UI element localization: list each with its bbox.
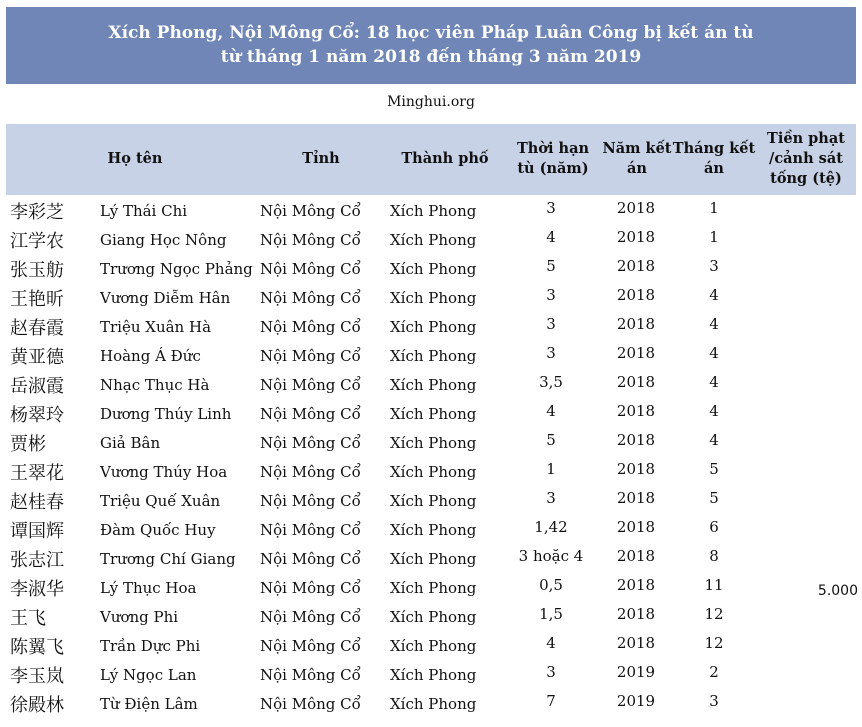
month-cell: 4 <box>709 373 719 391</box>
name-cell: Đàm Quốc Huy <box>100 521 216 539</box>
year-cell: 2018 <box>616 518 656 536</box>
year-cell: 2019 <box>616 663 656 681</box>
year-cell: 2018 <box>616 228 656 246</box>
header-province: Tỉnh <box>302 150 340 167</box>
chinese-name: 王翠花 <box>10 463 64 484</box>
province-cell: Nội Mông Cổ <box>260 405 361 423</box>
month-cell: 4 <box>709 344 719 362</box>
header-year <box>596 139 678 179</box>
term-cell: 3 hoặc 4 <box>518 547 584 565</box>
table-row <box>6 226 856 255</box>
month-cell: 3 <box>709 257 719 275</box>
term-cell: 3,5 <box>539 373 563 391</box>
year-cell: 2018 <box>616 402 656 420</box>
chinese-name: 王艳昕 <box>10 289 64 310</box>
city-cell: Xích Phong <box>390 318 477 336</box>
year-cell: 2018 <box>616 286 656 304</box>
header-year-line-1: Năm kết <box>602 140 672 157</box>
name-cell: Hoàng Á Đức <box>100 347 201 365</box>
city-cell: Xích Phong <box>390 492 477 510</box>
term-cell: 3 <box>546 489 556 507</box>
table-row <box>6 690 856 719</box>
chinese-name: 陈翼飞 <box>10 637 64 658</box>
name-cell: Triệu Xuân Hà <box>100 318 212 336</box>
province-cell: Nội Mông Cổ <box>260 434 361 452</box>
city-cell: Xích Phong <box>390 289 477 307</box>
province-cell: Nội Mông Cổ <box>260 608 361 626</box>
name-cell: Từ Điện Lâm <box>100 695 198 713</box>
chinese-name: 贾彬 <box>10 434 46 455</box>
table-row <box>6 574 856 603</box>
source-label: Minghui.org <box>387 94 475 110</box>
table-row <box>6 400 856 429</box>
year-cell: 2019 <box>616 692 656 710</box>
name-cell: Nhạc Thục Hà <box>100 376 210 394</box>
chinese-name: 江学农 <box>10 231 64 252</box>
table-row <box>6 458 856 487</box>
header-fine-line-2: /cảnh sát <box>769 150 843 167</box>
header-city: Thành phố <box>401 150 489 167</box>
month-cell: 1 <box>709 228 719 246</box>
chinese-name: 黄亚德 <box>10 347 64 368</box>
province-cell: Nội Mông Cổ <box>260 666 361 684</box>
term-cell: 3 <box>546 663 556 681</box>
term-cell: 5 <box>546 257 556 275</box>
chinese-name: 李淑华 <box>10 579 64 600</box>
chinese-name: 杨翠玲 <box>10 405 64 426</box>
term-cell: 5 <box>546 431 556 449</box>
year-cell: 2018 <box>616 199 656 217</box>
table-row <box>6 342 856 371</box>
year-cell: 2018 <box>616 489 656 507</box>
city-cell: Xích Phong <box>390 550 477 568</box>
name-cell: Triệu Quế Xuân <box>100 492 221 510</box>
table-row <box>6 545 856 574</box>
table-row <box>6 371 856 400</box>
year-cell: 2018 <box>616 547 656 565</box>
term-cell: 4 <box>546 634 556 652</box>
table-row <box>6 632 856 661</box>
year-cell: 2018 <box>616 315 656 333</box>
header-name: Họ tên <box>107 150 163 167</box>
title-line-1: Xích Phong, Nội Mông Cổ: 18 học viên Pháp Luân Công bị kết án tù <box>108 23 754 43</box>
name-cell: Giả Bân <box>100 434 161 452</box>
chinese-name: 李玉岚 <box>10 666 64 687</box>
province-cell: Nội Mông Cổ <box>260 231 361 249</box>
table-row <box>6 197 856 226</box>
city-cell: Xích Phong <box>390 231 477 249</box>
month-cell: 1 <box>709 199 719 217</box>
header-month-line-1: Tháng kết <box>672 140 756 157</box>
month-cell: 4 <box>709 431 719 449</box>
chinese-name: 赵桂春 <box>10 492 64 513</box>
header-fine-line-1: Tiền phạt <box>767 130 845 147</box>
name-cell: Trương Chí Giang <box>100 550 236 568</box>
term-cell: 3 <box>546 286 556 304</box>
table-row <box>6 255 856 284</box>
city-cell: Xích Phong <box>390 202 477 220</box>
header-term <box>506 139 600 179</box>
month-cell: 4 <box>709 402 719 420</box>
header-month-line-2: án <box>704 160 724 177</box>
term-cell: 4 <box>546 228 556 246</box>
chinese-name: 岳淑霞 <box>10 376 64 397</box>
name-cell: Trương Ngọc Phảng <box>100 260 253 278</box>
table-row <box>6 284 856 313</box>
name-cell: Vương Thúy Hoa <box>100 463 228 481</box>
province-cell: Nội Mông Cổ <box>260 376 361 394</box>
table-row <box>6 603 856 632</box>
header-fine <box>760 129 852 189</box>
month-cell: 12 <box>704 605 724 623</box>
table-header <box>6 124 856 195</box>
term-cell: 3 <box>546 315 556 333</box>
header-fine-line-3: tống (tệ) <box>770 170 842 187</box>
province-cell: Nội Mông Cổ <box>260 579 361 597</box>
province-cell: Nội Mông Cổ <box>260 202 361 220</box>
month-cell: 5 <box>709 489 719 507</box>
province-cell: Nội Mông Cổ <box>260 463 361 481</box>
province-cell: Nội Mông Cổ <box>260 521 361 539</box>
year-cell: 2018 <box>616 605 656 623</box>
chinese-name: 李彩芝 <box>10 202 64 223</box>
month-cell: 5 <box>709 460 719 478</box>
city-cell: Xích Phong <box>390 347 477 365</box>
city-cell: Xích Phong <box>390 463 477 481</box>
year-cell: 2018 <box>616 431 656 449</box>
month-cell: 3 <box>709 692 719 710</box>
table-row <box>6 487 856 516</box>
month-cell: 2 <box>709 663 719 681</box>
year-cell: 2018 <box>616 344 656 362</box>
title-banner <box>6 7 856 84</box>
term-cell: 1,5 <box>539 605 563 623</box>
month-cell: 11 <box>704 576 724 594</box>
term-cell: 0,5 <box>539 576 563 594</box>
name-cell: Vương Diễm Hân <box>100 289 231 307</box>
city-cell: Xích Phong <box>390 376 477 394</box>
month-cell: 6 <box>709 518 719 536</box>
chinese-name: 徐殿林 <box>10 695 64 716</box>
province-cell: Nội Mông Cổ <box>260 260 361 278</box>
year-cell: 2018 <box>616 634 656 652</box>
province-cell: Nội Mông Cổ <box>260 289 361 307</box>
term-cell: 3 <box>546 199 556 217</box>
name-cell: Lý Ngọc Lan <box>100 666 197 684</box>
chinese-name: 赵春霞 <box>10 318 64 339</box>
name-cell: Lý Thái Chi <box>100 202 188 220</box>
chinese-name: 张志江 <box>10 550 64 571</box>
city-cell: Xích Phong <box>390 666 477 684</box>
year-cell: 2018 <box>616 460 656 478</box>
table-row <box>6 516 856 545</box>
city-cell: Xích Phong <box>390 434 477 452</box>
month-cell: 12 <box>704 634 724 652</box>
city-cell: Xích Phong <box>390 579 477 597</box>
term-cell: 4 <box>546 402 556 420</box>
province-cell: Nội Mông Cổ <box>260 492 361 510</box>
province-cell: Nội Mông Cổ <box>260 347 361 365</box>
table-row <box>6 429 856 458</box>
year-cell: 2018 <box>616 373 656 391</box>
fine-value: 5.000 <box>817 583 858 599</box>
chinese-name: 王飞 <box>10 608 46 629</box>
term-cell: 1,42 <box>534 518 568 536</box>
header-year-line-2: án <box>627 160 647 177</box>
name-cell: Dương Thúy Linh <box>100 405 232 423</box>
title-line-2: từ tháng 1 năm 2018 đến tháng 3 năm 2019 <box>220 47 642 67</box>
province-cell: Nội Mông Cổ <box>260 695 361 713</box>
year-cell: 2018 <box>616 257 656 275</box>
city-cell: Xích Phong <box>390 405 477 423</box>
month-cell: 4 <box>709 315 719 333</box>
term-cell: 3 <box>546 344 556 362</box>
city-cell: Xích Phong <box>390 608 477 626</box>
name-cell: Trần Dực Phi <box>100 637 201 655</box>
name-cell: Lý Thục Hoa <box>100 579 197 597</box>
header-term-line-2: tù (năm) <box>517 160 589 177</box>
province-cell: Nội Mông Cổ <box>260 637 361 655</box>
province-cell: Nội Mông Cổ <box>260 318 361 336</box>
chinese-name: 张玉舫 <box>10 260 64 281</box>
term-cell: 1 <box>546 460 556 478</box>
chinese-name: 谭国辉 <box>10 521 64 542</box>
header-term-line-1: Thời hạn <box>516 140 590 157</box>
city-cell: Xích Phong <box>390 695 477 713</box>
name-cell: Vương Phi <box>100 608 179 626</box>
month-cell: 8 <box>709 547 719 565</box>
province-cell: Nội Mông Cổ <box>260 550 361 568</box>
table-row <box>6 313 856 342</box>
month-cell: 4 <box>709 286 719 304</box>
table-row <box>6 661 856 690</box>
city-cell: Xích Phong <box>390 260 477 278</box>
name-cell: Giang Học Nông <box>100 231 227 249</box>
header-month <box>670 139 758 179</box>
city-cell: Xích Phong <box>390 521 477 539</box>
year-cell: 2018 <box>616 576 656 594</box>
term-cell: 7 <box>546 692 556 710</box>
city-cell: Xích Phong <box>390 637 477 655</box>
